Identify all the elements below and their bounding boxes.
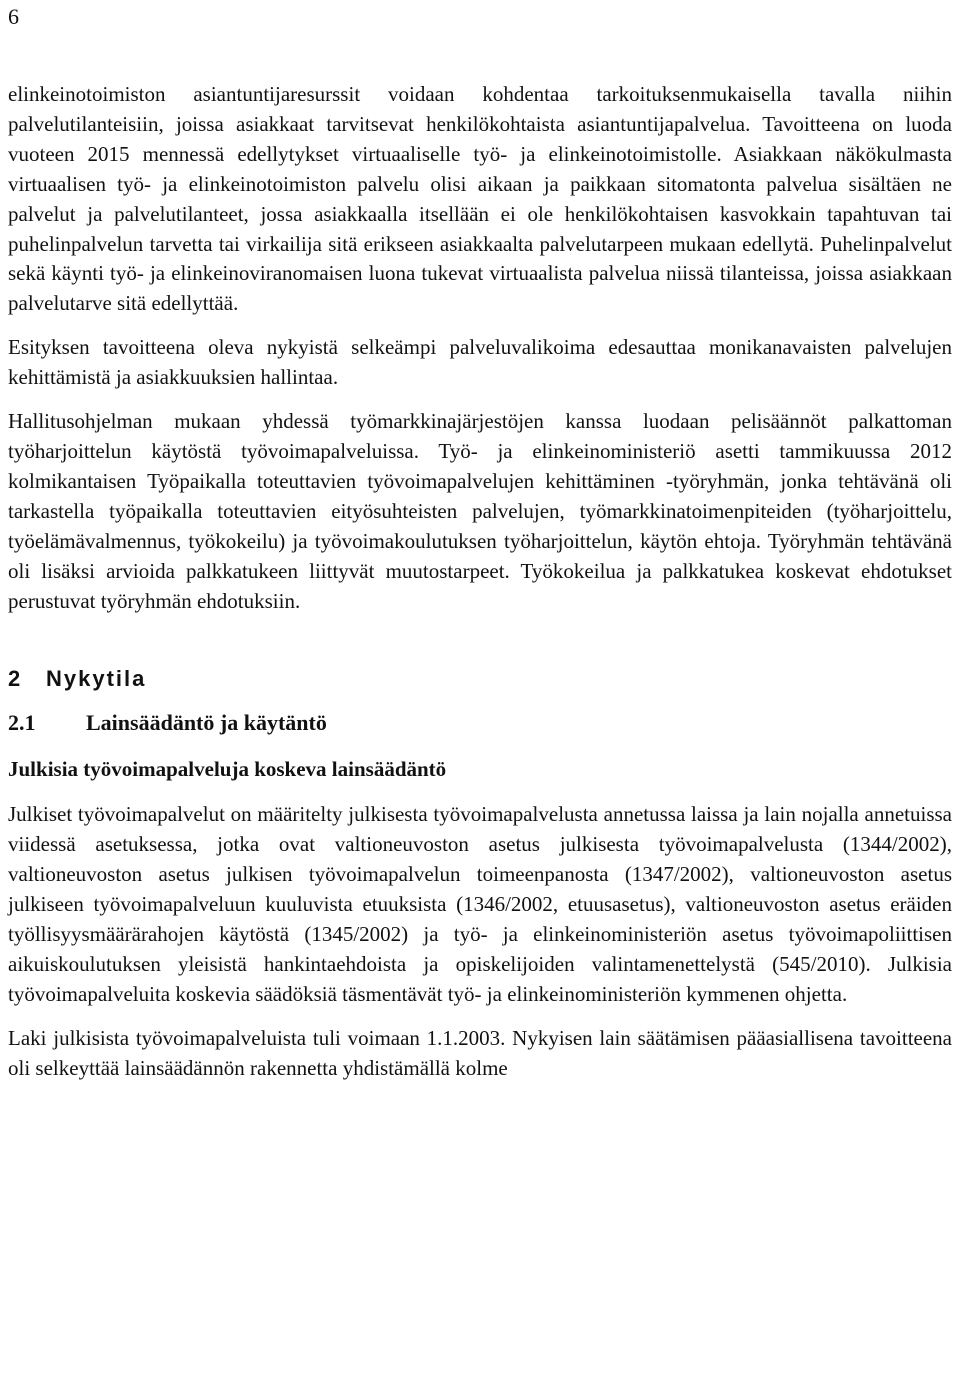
paragraph-virtual-office: elinkeinotoimiston asiantuntijaresurssit voidaan kohdentaa tarkoituksenmukaisella tavalla niihin palvelutilanteisiin, joissa asiakkaat tarvitsevat henkilökohtaista asiantuntijapalvelua. Tavoitteena on luoda vuoteen 2015 mennessä edellytykset virtuaaliselle työ- ja elinkeinotoimistolle. Asiakkaan näkökulmasta virtuaalisen työ- ja elinkeinotoimiston palvelu olisi aikaan ja paikkaan sitomatonta palvelua sisältäen ne palvelut ja palvelutilanteet, jossa asiakkaalla itsellään ei ole henkilökohtaisen kasvokkain tapahtuvan tai puhelinpalvelun tarvetta tai virkailija sitä erikseen asiakkaalta palvelutarpeen mukaan edellytä. Puhelinpalvelut sekä käynti työ- ja elinkeinoviranomaisen luona tukevat virtuaalista palvelua niissä tilanteissa, joissa asiakkaan palvelutarve sitä edellyttää. <box>8 82 952 316</box>
subsection-number: 2.1 <box>8 710 36 736</box>
section-heading <box>8 664 952 694</box>
paragraph-government-programme: Hallitusohjelman mukaan yhdessä työmarkkinajärjestöjen kanssa luodaan pelisäännöt palkattoman työharjoittelun käytöstä työvoimapalveluissa. Työ- ja elinkeinoministeriö asetti tammikuussa 2012 kolmikantaisen Työpaikalla toteuttavien työvoimapalvelujen kehittäminen -työryhmän, jonka tehtävänä oli tarkastella työpaikalla toteuttavien eityösuhteisten palvelujen, työmarkkinatoimenpiteiden (työharjoittelu, työelämävalmennus, työkokeilu) ja työvoimakoulutuksen työharjoittelun, käytön ehtoja. Työryhmän tehtävänä oli lisäksi arvioida palkkatukeen liittyvät muutostarpeet. Työkokeilua ja palkkatukea koskevat ehdotukset perustuvat työryhmän ehdotuksiin. <box>8 409 952 613</box>
page-number: 6 <box>8 4 19 29</box>
subsection-heading <box>8 708 952 738</box>
paragraph-public-services-law: Julkiset työvoimapalvelut on määritelty julkisesta työvoimapalvelusta annetussa laissa ja lain nojalla annetuissa viidessä asetuksessa, jotka ovat valtioneuvoston asetus julkisesta työvoimapalvelusta (1344/2002), valtioneuvoston asetus julkisen työvoimapalvelun toimeenpanosta (1347/2002), valtioneuvoston asetus julkiseen työvoimapalveluun kuuluvista etuuksista (1346/2002, etuusasetus), valtioneuvoston asetus eräiden työllisyysmäärärahojen käytöstä (1345/2002) ja työ- ja elinkeinoministeriön asetus työvoimapoliittisen aikuiskoulutuksen yleisistä hankintaehdoista ja opiskelijoiden valintamenettelystä (545/2010). Julkisia työvoimapalveluita koskevia säädöksiä täsmentävät työ- ja elinkeinoministeriön kymmenen ohjetta. <box>8 802 952 1006</box>
paragraph-service-selection: Esityksen tavoitteena oleva nykyistä selkeämpi palveluvalikoima edesauttaa monikanavaisten palvelujen kehittämistä ja asiakkuuksien hallintaa. <box>8 335 952 390</box>
section-number: 2 <box>8 666 23 692</box>
document-body <box>8 80 952 1084</box>
subheading: Julkisia työvoimapalveluja koskeva lainsäädäntö <box>8 757 447 782</box>
paragraph-law-in-force: Laki julkisista työvoimapalveluista tuli voimaan 1.1.2003. Nykyisen lain säätämisen pääasiallisena tavoitteena oli selkeyttää lainsäädännön rakennetta yhdistämällä kolme <box>8 1025 952 1080</box>
section-title: Nykytila <box>46 666 147 692</box>
subsection-title: Lainsäädäntö ja käytäntö <box>86 710 327 736</box>
